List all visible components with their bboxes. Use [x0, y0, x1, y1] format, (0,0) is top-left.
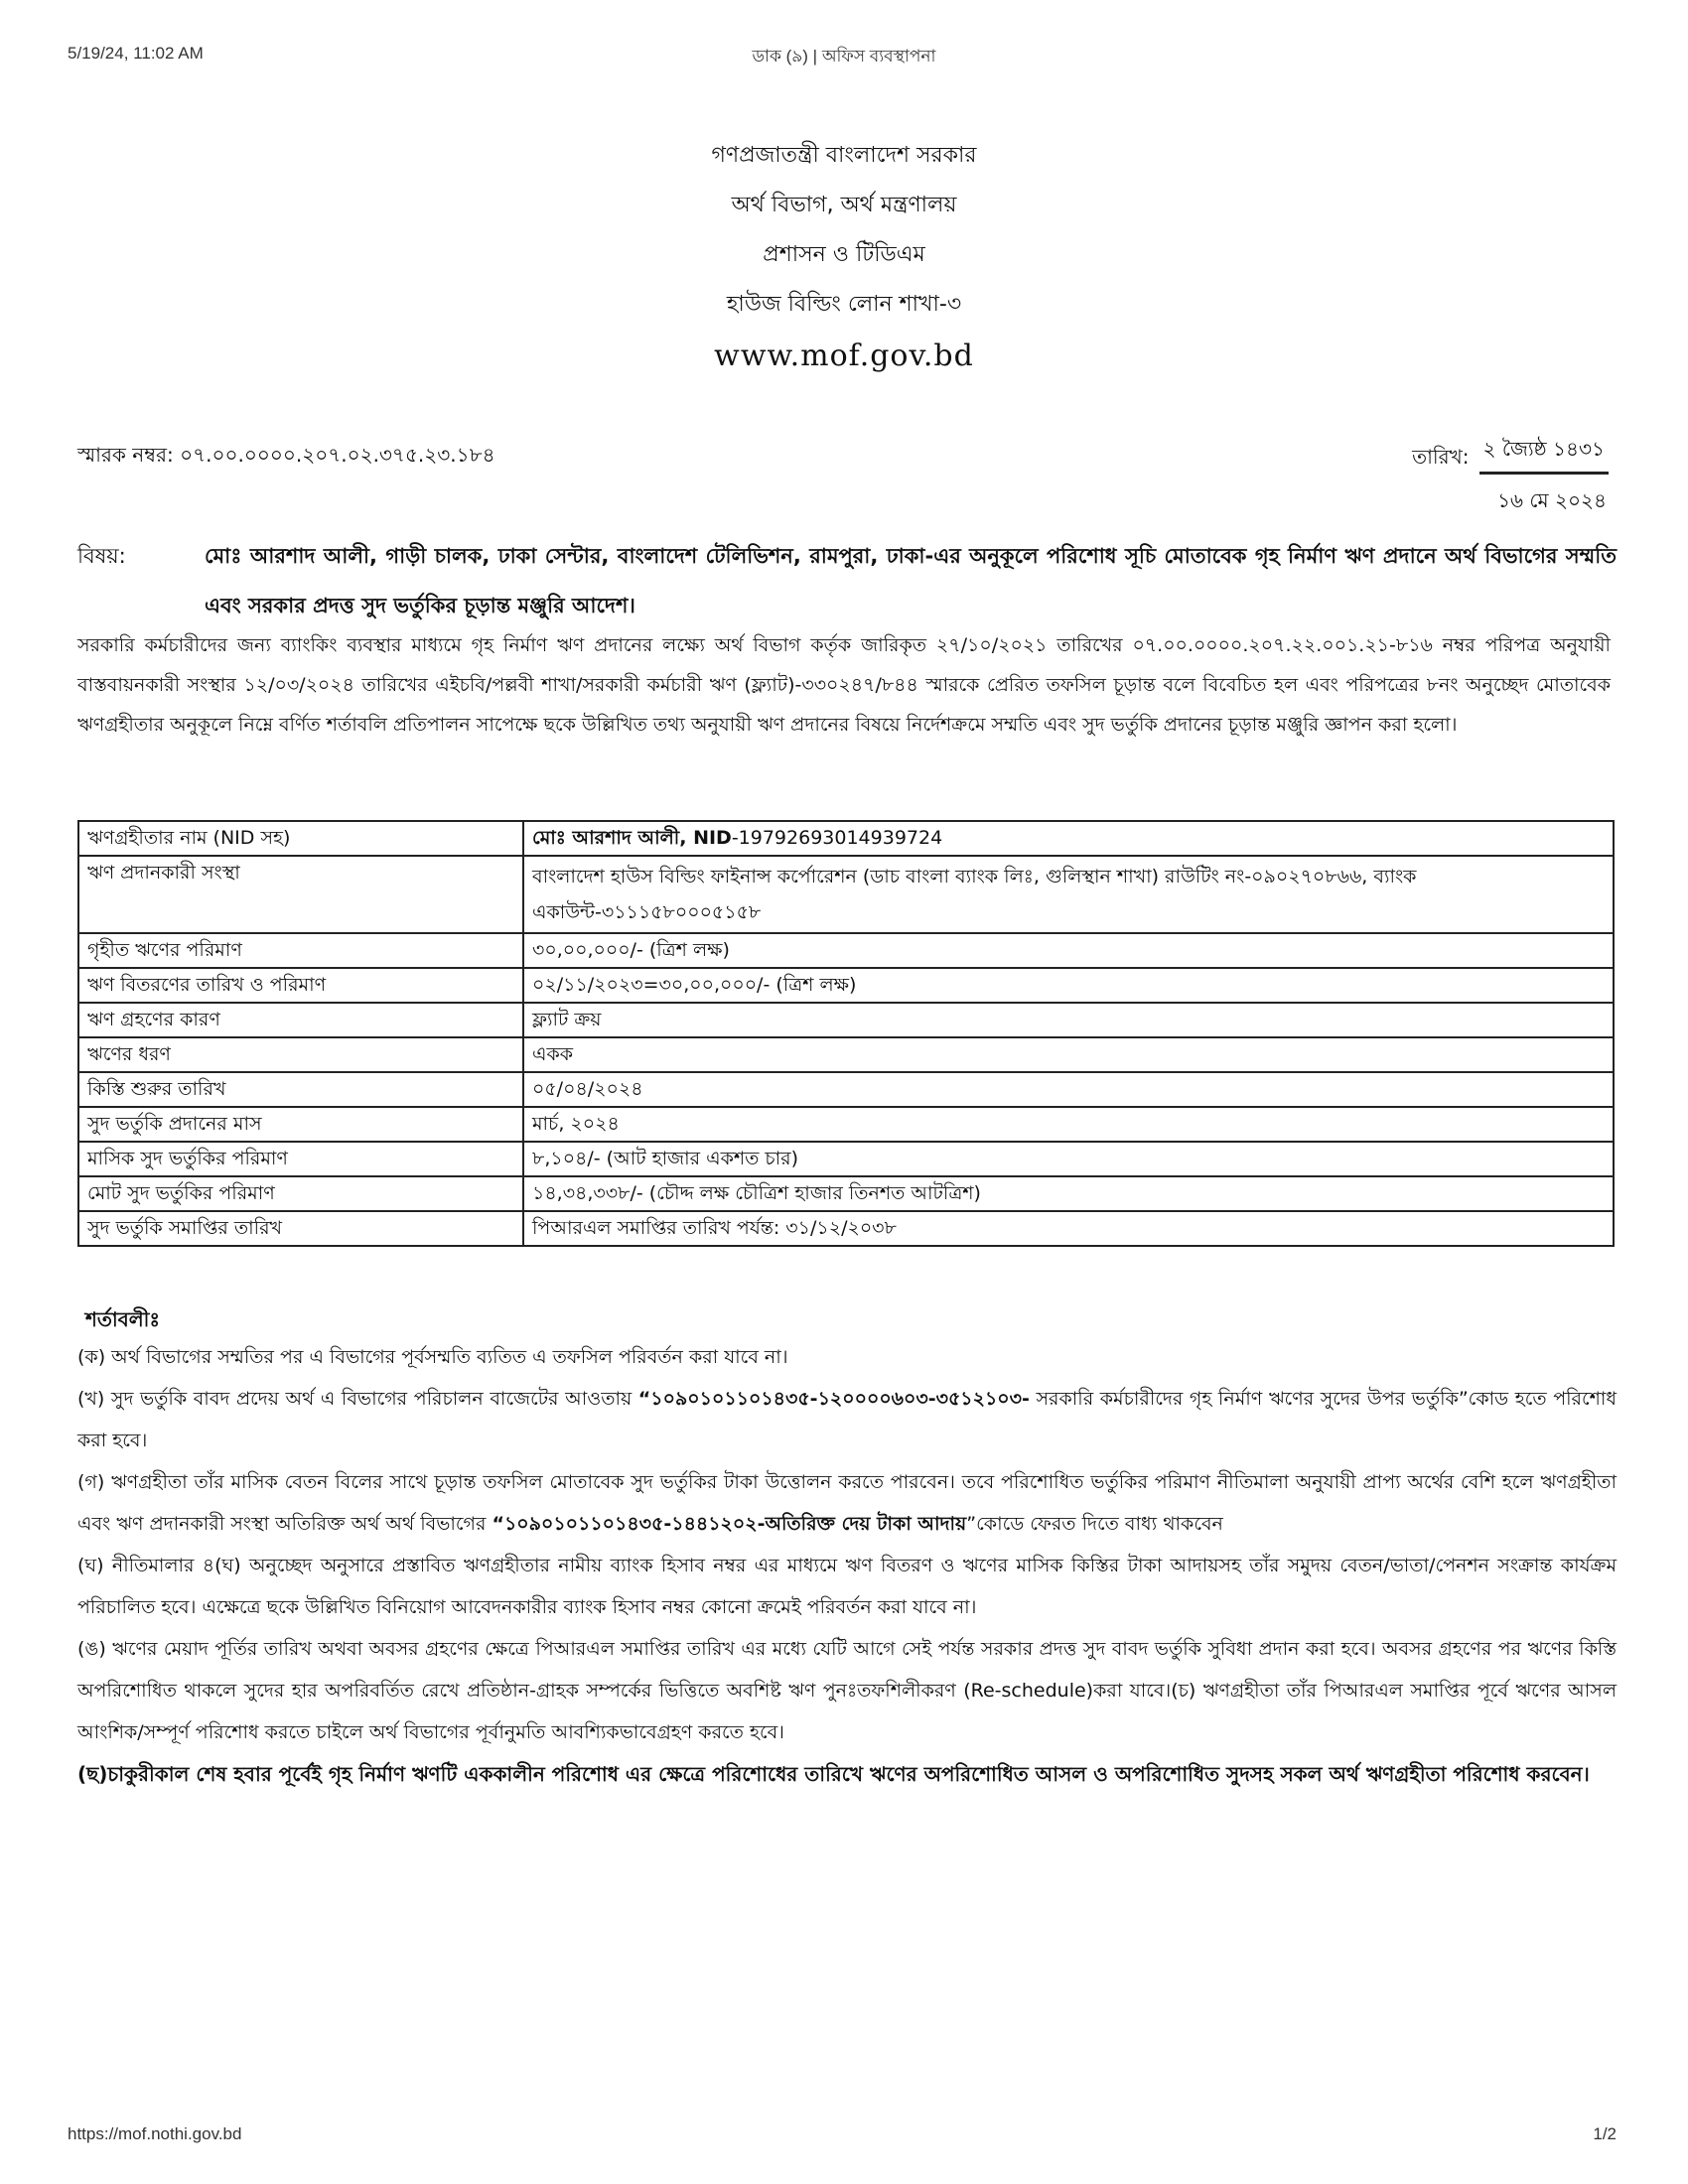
borrower-nid: -19792693014939724 — [731, 827, 943, 849]
row-label: মাসিক সুদ ভর্তুকির পরিমাণ — [78, 1142, 523, 1176]
row-value: একক — [523, 1037, 1614, 1072]
term-kha-text: (খ) সুদ ভর্তুকি বাবদ প্রদেয় অর্থ এ বিভাগের পরিচালন বাজেটের আওতায় — [77, 1388, 638, 1410]
print-footer — [0, 2124, 1688, 2148]
table-row — [78, 1072, 1614, 1107]
table-row — [78, 968, 1614, 1003]
term-kha-end: ”কোড হতে পরিশোধ করা হবে। — [77, 1388, 1618, 1451]
subject-block — [77, 531, 1617, 630]
term-ka: (ক) অর্থ বিভাগের সম্মতির পর এ বিভাগের পূর্বসম্মতি ব্যতিত এ তফসিল পরিবর্তন করা যাবে না। — [77, 1346, 788, 1368]
row-label: ঋণগ্রহীতার নাম (NID সহ) — [78, 821, 523, 856]
row-value: ০৫/০৪/২০২৪ — [523, 1072, 1614, 1107]
memo-number: স্মারক নম্বর: ০৭.০০.০০০০.২০৭.০২.৩৭৫.২৩.১৮৪ — [77, 443, 495, 467]
row-value: ৮,১০৪/- (আট হাজার একশত চার) — [523, 1142, 1614, 1176]
term-ga-text: (গ) ঋণগ্রহীতা তাঁর মাসিক বেতন বিলের সাথে চূড়ান্ত তফসিল মোতাবেক সুদ ভর্তুকির টাকা উত্তোলন করতে পারবেন। তবে পরিশোধিত ভর্তুকির পরিমাণ নীতিমালা অনুযায়ী প্রাপ্য অর্থের বেশি হলে ঋণগ্রহীতা এবং ঋণ প্রদানকারী সংস্থা অতিরিক্ত অর্থ অর্থ বিভাগের — [77, 1471, 1617, 1535]
letterhead — [0, 131, 1688, 383]
government-name: গণপ্রজাতন্ত্রী বাংলাদেশ সরকার — [711, 143, 977, 168]
row-label: ঋণ বিতরণের তারিখ ও পরিমাণ — [78, 968, 523, 1003]
row-label: ঋণ গ্রহণের কারণ — [78, 1003, 523, 1037]
terms-section — [77, 1302, 1617, 1795]
row-value: বাংলাদেশ হাউস বিল্ডিং ফাইনান্স কর্পোরেশন (ডাচ বাংলা ব্যাংক লিঃ, গুলিস্থান শাখা) রাউটিং নং-০৯০২৭০৮৬৬, ব্যাংক একাউন্ট-৩১১১৫৮০০০৫১৫৮ — [523, 856, 1614, 933]
row-value: পিআরএল সমাপ্তির তারিখ পর্যন্ত: ৩১/১২/২০৩৮ — [523, 1211, 1614, 1246]
table-row — [78, 821, 1614, 856]
term-chha: (ছ)চাকুরীকাল শেষ হবার পূর্বেই গৃহ নির্মাণ ঋণটি এককালীন পরিশোধ এর ক্ষেত্রে পরিশোধের তারিখে ঋণের অপরিশোধিত আসল ও অপরিশোধিত সুদসহ সকল অর্থ ঋণগ্রহীতা পরিশোধ করবেন। — [77, 1762, 1590, 1786]
branch-name: হাউজ বিল্ডিং লোন শাখা-৩ — [726, 292, 962, 317]
loan-details-table — [77, 820, 1615, 1247]
table-row — [78, 1003, 1614, 1037]
row-label: ঋণের ধরণ — [78, 1037, 523, 1072]
row-label: সুদ ভর্তুকি প্রদানের মাস — [78, 1107, 523, 1142]
term-ga-end: ”কোডে ফেরত দিতে বাধ্য থাকবেন — [966, 1513, 1223, 1535]
division-name: অর্থ বিভাগ, অর্থ মন্ত্রণালয় — [731, 193, 957, 217]
table-row — [78, 1176, 1614, 1211]
table-row — [78, 1211, 1614, 1246]
term-kha — [77, 1378, 1617, 1461]
body-paragraph: সরকারি কর্মচারীদের জন্য ব্যাংকিং ব্যবস্থার মাধ্যমে গৃহ নির্মাণ ঋণ প্রদানের লক্ষ্যে অর্থ বিভাগ কর্তৃক জারিকৃত ২৭/১০/২০২১ তারিখের ০৭.০০.০০০০.২০৭.২২.০০১.২১-৮১৬ নম্বর পরিপত্র অনুযায়ী বাস্তবায়নকারী সংস্থার ১২/০৩/২০২৪ তারিখের এইচবি/পল্লবী শাখা/সরকারী কর্মচারী ঋণ (ফ্ল্যাট)-৩৩০২৪৭/৮৪৪ স্মারকে প্রেরিত তফসিল চূড়ান্ত বলে বিবেচিত হল এবং পরিপত্রের ৮নং অনুচ্ছেদ মোতাবেক ঋণগ্রহীতার অনুকূলে নিম্নে বর্ণিত শর্তাবলি প্রতিপালন সাপেক্ষে ছকে উল্লিখিত তথ্য অনুযায়ী ঋণ প্রদানের বিষয়ে নির্দেশক্রমে সম্মতি এবং সুদ ভর্তুকি প্রদানের চূড়ান্ত মঞ্জুরি জ্ঞাপন করা হলো। — [77, 634, 1611, 736]
term-ga — [77, 1461, 1617, 1545]
website-link[interactable]: www.mof.gov.bd — [714, 339, 974, 373]
date-bangla: ২ জ্যৈষ্ঠ ১৪৩১ — [1479, 435, 1609, 475]
subject-label: বিষয়: — [77, 544, 126, 568]
row-value: ফ্ল্যাট ক্রয় — [523, 1003, 1614, 1037]
refund-code: “১০৯০১০১১০১৪৩৫-১৪৪১২০২-অতিরিক্ত দেয় টাকা আদায় — [492, 1513, 967, 1535]
print-header — [0, 44, 1688, 68]
table-row — [78, 1107, 1614, 1142]
row-label: কিস্তি শুরুর তারিখ — [78, 1072, 523, 1107]
row-value — [523, 821, 1614, 856]
term-gha: (ঘ) নীতিমালার ৪(ঘ) অনুচ্ছেদ অনুসারে প্রস্তাবিত ঋণগ্রহীতার নামীয় ব্যাংক হিসাব নম্বর এর মাধ্যমে ঋণ বিতরণ ও ঋণের মাসিক কিস্তির টাকা আদায়সহ তাঁর সমুদয় বেতন/ভাতা/পেনশন সংক্রান্ত কার্যক্রম পরিচালিত হবে। এক্ষেত্রে ছকে উল্লিখিত বিনিয়োগ আবেদনকারীর ব্যাংক হিসাব নম্বর কোনো ক্রমেই পরিবর্তন করা যাবে না। — [77, 1555, 1617, 1618]
table-row — [78, 933, 1614, 968]
date-gregorian: ১৬ মে ২০২৪ — [1497, 488, 1607, 512]
row-label: মোট সুদ ভর্তুকির পরিমাণ — [78, 1176, 523, 1211]
row-value: ০২/১১/২০২৩=৩০,০০,০০০/- (ত্রিশ লক্ষ) — [523, 968, 1614, 1003]
row-value: ৩০,০০,০০০/- (ত্রিশ লক্ষ) — [523, 933, 1614, 968]
term-kha-mid: সরকারি কর্মচারীদের গৃহ নির্মাণ ঋণের সুদের উপর ভর্তুকি — [1029, 1388, 1459, 1410]
footer-url[interactable]: https://mof.nothi.gov.bd — [68, 2124, 242, 2143]
table-row — [78, 1037, 1614, 1072]
wing-name: প্রশাসন ও টিডিএম — [763, 242, 925, 267]
row-label: সুদ ভর্তুকি সমাপ্তির তারিখ — [78, 1211, 523, 1246]
print-page-title: ডাক (৯) | অফিস ব্যবস্থাপনা — [752, 47, 936, 66]
date-label: তারিখ: — [1412, 445, 1470, 469]
row-label: ঋণ প্রদানকারী সংস্থা — [78, 856, 523, 933]
row-label: গৃহীত ঋণের পরিমাণ — [78, 933, 523, 968]
date-block — [1412, 435, 1609, 476]
table-row — [78, 856, 1614, 933]
table-row — [78, 1142, 1614, 1176]
terms-heading: শর্তাবলীঃ — [85, 1307, 161, 1331]
subject-text: মোঃ আরশাদ আলী, গাড়ী চালক, ঢাকা সেন্টার, বাংলাদেশ টেলিভিশন, রামপুরা, ঢাকা-এর অনুকূলে পরিশোধ সূচি মোতাবেক গৃহ নির্মাণ ঋণ প্রদানে অর্থ বিভাগের সম্মতি এবং সরকার প্রদত্ত সুদ ভর্তুকির চূড়ান্ত মঞ্জুরি আদেশ। — [205, 544, 1617, 617]
borrower-name: মোঃ আরশাদ আলী, NID — [532, 827, 732, 849]
budget-code: “১০৯০১০১১০১৪৩৫-১২০০০০৬০৩-৩৫১২১০৩- — [637, 1388, 1030, 1410]
row-value: ১৪,৩৪,৩৩৮/- (চৌদ্দ লক্ষ চৌত্রিশ হাজার তিনশত আটত্রিশ) — [523, 1176, 1614, 1211]
memo-row — [77, 435, 1609, 475]
print-timestamp: 5/19/24, 11:02 AM — [68, 44, 204, 63]
term-umo: (ঙ) ঋণের মেয়াদ পূর্তির তারিখ অথবা অবসর গ্রহণের ক্ষেত্রে পিআরএল সমাপ্তির তারিখ এর মধ্যে যেটি আগে সেই পর্যন্ত সরকার প্রদত্ত সুদ বাবদ ভর্তুকি সুবিধা প্রদান করা হবে। অবসর গ্রহণের পর ঋণের কিস্তি অপরিশোধিত থাকলে সুদের হার অপরিবর্তিত রেখে প্রতিষ্ঠান-গ্রাহক সম্পর্কের ভিত্তিতে অবশিষ্ট ঋণ পুনঃতফশিলীকরণ (Re-schedule)করা যাবে।(চ) ঋণগ্রহীতা তাঁর পিআরএল সমাপ্তির পূর্বে ঋণের আসল আংশিক/সম্পূর্ণ পরিশোধ করতে চাইলে অর্থ বিভাগের পূর্বানুমতি আবশ্যিকভাবেগ্রহণ করতে হবে। — [77, 1638, 1617, 1743]
row-value: মার্চ, ২০২৪ — [523, 1107, 1614, 1142]
page-number: 1/2 — [1593, 2124, 1617, 2143]
